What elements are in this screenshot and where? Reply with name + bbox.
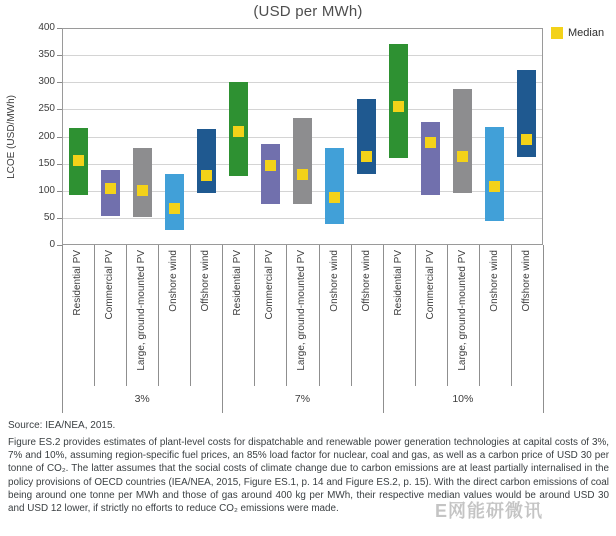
range-bar-10pct-commercial-pv <box>421 122 440 195</box>
range-bar-3pct-offshore-wind <box>197 129 216 192</box>
category-separator <box>126 245 127 386</box>
x-category-label: Residential PV <box>72 250 84 316</box>
y-axis-tick <box>57 109 62 110</box>
x-category-cell <box>190 250 222 312</box>
y-tick-label: 200 <box>38 131 55 142</box>
x-category-label: Commercial PV <box>104 250 116 320</box>
median-marker <box>265 160 276 171</box>
category-separator <box>511 245 512 386</box>
median-marker <box>169 203 180 214</box>
y-axis-tick <box>57 82 62 83</box>
y-tick-label: 300 <box>38 76 55 87</box>
chart-title: (USD per MWh) <box>253 3 363 20</box>
median-marker <box>457 151 468 162</box>
group-separator <box>383 245 384 413</box>
median-marker <box>137 185 148 196</box>
group-label-3pct: 3% <box>134 393 150 405</box>
y-tick-label: 250 <box>38 103 55 114</box>
x-category-cell <box>286 250 318 371</box>
x-category-cell <box>511 250 543 312</box>
range-bar-3pct-large-ground-mounted-pv <box>133 148 152 216</box>
gridline-50 <box>63 218 542 219</box>
median-marker <box>393 101 404 112</box>
group-label-10pct: 10% <box>452 393 474 405</box>
y-tick-label: 400 <box>38 22 55 33</box>
x-category-label: Onshore wind <box>168 250 180 312</box>
y-axis-tick <box>57 55 62 56</box>
gridline-350 <box>63 55 542 56</box>
x-category-label: Residential PV <box>232 250 244 316</box>
y-tick-label: 100 <box>38 185 55 196</box>
range-bar-7pct-large-ground-mounted-pv <box>293 118 312 205</box>
category-separator <box>447 245 448 386</box>
x-category-label: Residential PV <box>392 250 404 316</box>
x-category-cell <box>415 250 447 319</box>
x-category-label: Onshore wind <box>488 250 500 312</box>
x-category-label: Offshore wind <box>520 250 532 312</box>
gridline-300 <box>63 82 542 83</box>
x-category-label: Offshore wind <box>200 250 212 312</box>
category-separator <box>94 245 95 386</box>
category-separator <box>190 245 191 386</box>
category-separator <box>415 245 416 386</box>
source-line: Source: IEA/NEA, 2015. <box>8 420 116 431</box>
range-bar-10pct-large-ground-mounted-pv <box>453 89 472 193</box>
x-category-label: Commercial PV <box>264 250 276 320</box>
median-marker <box>105 183 116 194</box>
x-category-cell <box>222 250 254 316</box>
y-axis-title-text: LCOE (USD/MWh) <box>6 94 17 179</box>
median-marker <box>425 137 436 148</box>
y-tick-label: 50 <box>43 212 55 223</box>
x-category-cell <box>126 250 158 371</box>
median-marker <box>233 126 244 137</box>
median-marker <box>521 134 532 145</box>
median-marker <box>201 170 212 181</box>
figure-caption: Figure ES.2 provides estimates of plant-level costs for dispatchable and renewable power generation technologies at capital costs of 3%, 7% and 10%, assuming region-specific fuel prices, an 85% load factor for nuclear, coal and gas, as well as a carbon price of USD 30 per tonne of CO₂. The latter assumes that the social costs of climate change due to carbon emissions are at least partially internalised in the policy provisions of OECD countries (IEA/NEA, 2015, Figure ES.1, p. 14 and Figure ES.2, p. 15). With the direct carbon emissions of coal being around one tonne per MWh and those of gas around 400 kg per MWh, their respective median values would be around USD 30 and USD 12 lower, if strictly no efforts to reduce CO₂ emissions were made. <box>8 437 609 515</box>
y-tick-label: 0 <box>49 239 55 250</box>
median-marker <box>489 181 500 192</box>
x-category-cell <box>254 250 286 319</box>
category-separator <box>319 245 320 386</box>
group-label-7pct: 7% <box>294 393 311 405</box>
x-category-cell <box>62 250 94 316</box>
median-legend-label: Median <box>568 27 605 39</box>
group-separator <box>62 245 63 413</box>
x-category-cell <box>351 250 383 312</box>
x-category-cell <box>94 250 126 319</box>
category-separator <box>254 245 255 386</box>
y-tick-label: 150 <box>38 158 55 169</box>
x-category-cell <box>479 250 511 312</box>
y-axis-tick <box>57 28 62 29</box>
y-axis-tick <box>57 164 62 165</box>
range-bar-7pct-offshore-wind <box>357 99 376 174</box>
range-bar-10pct-onshore-wind <box>485 127 504 221</box>
category-separator <box>351 245 352 386</box>
x-category-cell <box>447 250 479 371</box>
group-separator <box>222 245 223 413</box>
x-category-label: Commercial PV <box>424 250 436 320</box>
x-category-label: Offshore wind <box>360 250 372 312</box>
x-category-label: Onshore wind <box>328 250 340 312</box>
x-category-label: Large, ground-mounted PV <box>136 250 148 371</box>
median-marker <box>73 155 84 166</box>
watermark: E网能研微讯 <box>435 501 544 521</box>
range-bar-7pct-commercial-pv <box>261 144 280 204</box>
x-category-cell <box>158 250 190 312</box>
median-marker <box>329 192 340 203</box>
x-category-label: Large, ground-mounted PV <box>456 250 468 371</box>
median-marker <box>297 169 308 180</box>
y-axis-tick <box>57 191 62 192</box>
x-category-label: Large, ground-mounted PV <box>296 250 308 371</box>
y-axis-tick <box>57 137 62 138</box>
category-separator <box>286 245 287 386</box>
y-tick-label: 350 <box>38 49 55 60</box>
range-bar-7pct-onshore-wind <box>325 148 344 224</box>
y-axis-tick <box>57 218 62 219</box>
x-category-cell <box>383 250 415 316</box>
group-separator <box>543 245 544 413</box>
x-category-cell <box>319 250 351 312</box>
category-separator <box>479 245 480 386</box>
median-marker <box>361 151 372 162</box>
category-separator <box>158 245 159 386</box>
